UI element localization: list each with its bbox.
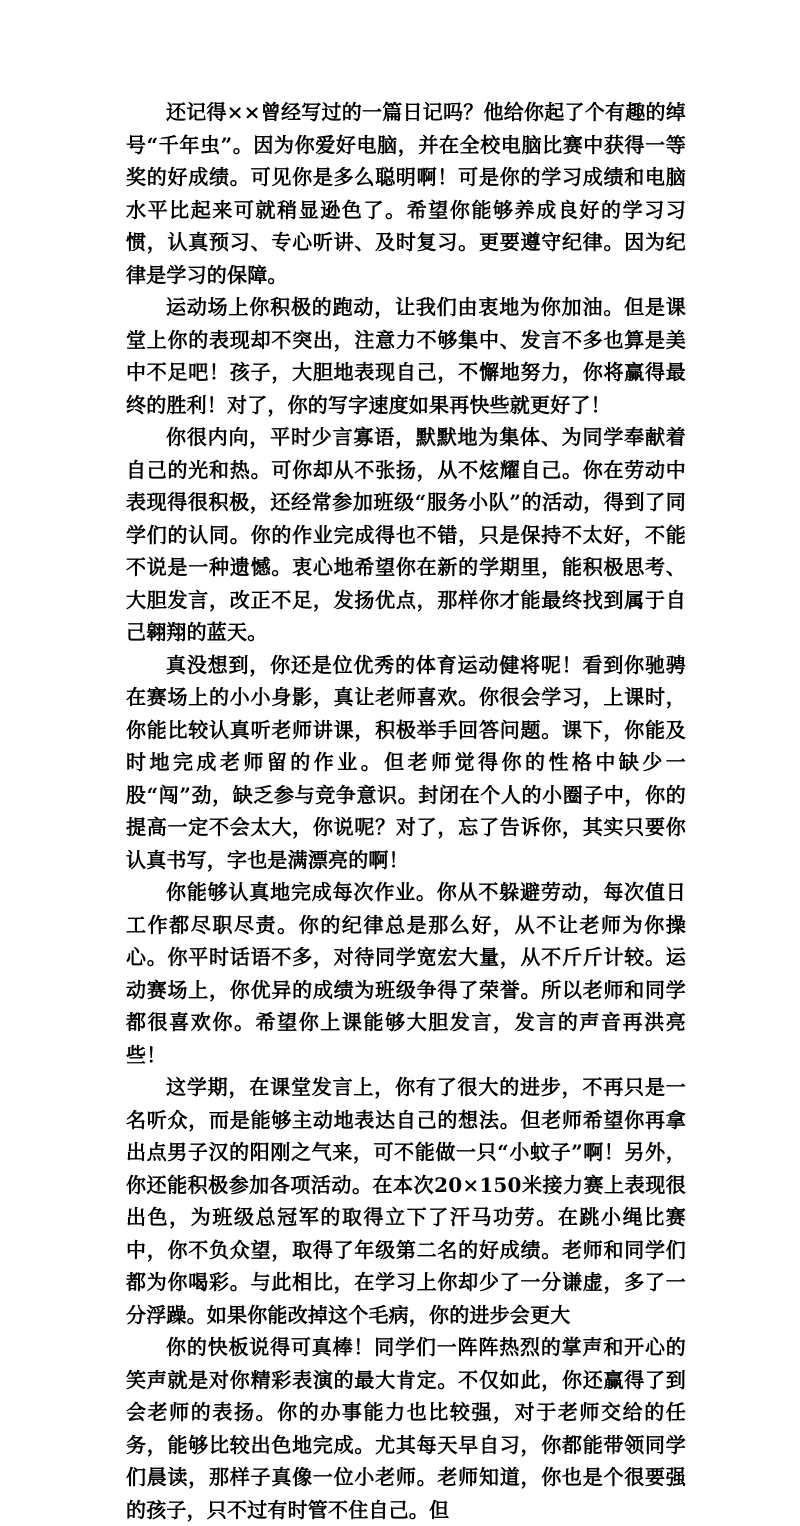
paragraph-3: 你很内向，平时少言寡语，默默地为集体、为同学奉献着自己的光和热。可你却从不张扬，从不炫耀自己。你在劳动中表现得很积极，还经常参加班级“服务小队”的活动，得到了同学们的认同。你的作业完成得也不错，只是保持不太好，不能不说是一种遗憾。衷心地希望你在新的学期里，能积极思考、大胆发言，改正不足，发扬优点，那样你才能最终找到属于自己翱翔的蓝天。 [126,425,686,644]
paragraph-4: 真没想到，你还是位优秀的体育运动健将呢！看到你驰骋在赛场上的小小身影，真让老师喜欢。你很会学习，上课时，你能比较认真听老师讲课，积极举手回答问题。课下，你能及时地完成老师留的作业。但老师觉得你的性格中缺少一股“闯”劲，缺乏参与竞争意识。封闭在个人的小圈子中，你的提高一定不会太大，你说呢？对了，忘了告诉你，其实只要你认真书写，字也是满漂亮的啊！ [126,652,686,872]
paragraph-2: 运动场上你积极的跑动，让我们由衷地为你加油。但是课堂上你的表现却不突出，注意力不够集中、发言不多也算是美中不足吧！孩子，大胆地表现自己，不懈地努力，你将赢得最终的胜利！对了，你的写字速度如果再快些就更好了！ [126,295,686,417]
paragraph-5: 你能够认真地完成每次作业。你从不躲避劳动，每次值日工作都尽职尽责。你的纪律总是那么好，从不让老师为你操心。你平时话语不多，对待同学宽宏大量，从不斤斤计较。运动赛场上，你优异的成绩为班级争得了荣誉。所以老师和同学都很喜欢你。希望你上课能够大胆发言，发言的声音再洪亮些！ [126,880,686,1067]
paragraph-6: 这学期，在课堂发言上，你有了很大的进步，不再只是一名听众，而是能够主动地表达自己的想法。但老师希望你再拿出点男子汉的阳刚之气来，可不能做一只“小蚊子”啊！另外，你还能积极参加各项活动。在本次20×150米接力赛上表现很出色，为班级总冠军的取得立下了汗马功劳。在跳小绳比赛中，你不负众望，取得了年级第二名的好成绩。老师和同学们都为你喝彩。与此相比，在学习上你却少了一分谦虚，多了一分浮躁。如果你能改掉这个毛病，你的进步会更大 [126,1075,686,1327]
paragraph-1: 还记得××曾经写过的一篇日记吗？他给你起了个有趣的绰号“千年虫”。因为你爱好电脑，并在全校电脑比赛中获得一等奖的好成绩。可见你是多么聪明啊！可是你的学习成绩和电脑水平比起来可就稍显逊色了。希望你能够养成良好的学习习惯，认真预习、专心听讲、及时复习。更要遵守纪律。因为纪律是学习的保障。 [126,100,686,287]
paragraph-7: 你的快板说得可真棒！同学们一阵阵热烈的掌声和开心的笑声就是对你精彩表演的最大肯定。不仅如此，你还赢得了到会老师的表扬。你的办事能力也比较强，对于老师交给的任务，能够比较出色地完成。尤其每天早自习，你都能带领同学们晨读，那样子真像一位小老师。老师知道，你也是个很要强的孩子，只不过有时管不住自己。但 [126,1335,686,1522]
document-page [126,96,686,1526]
